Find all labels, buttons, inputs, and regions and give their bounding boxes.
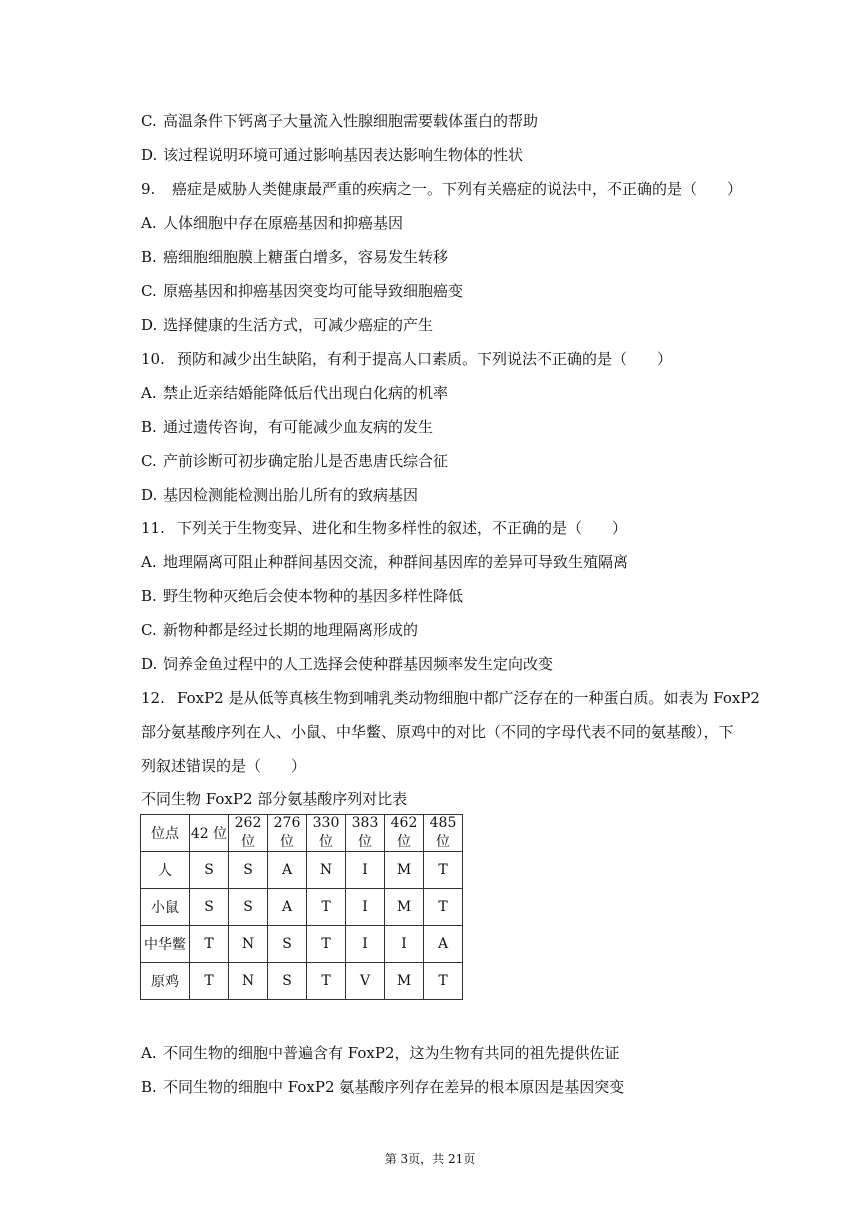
- table-cell: N: [229, 926, 268, 963]
- question-9-option-b: B. 癌细胞细胞膜上糖蛋白增多，容易发生转移: [141, 248, 449, 266]
- table-cell: T: [424, 963, 463, 1000]
- table-cell: 中华鳖: [141, 926, 190, 963]
- table-cell: T: [307, 963, 346, 1000]
- question-12-stem: 12. FoxP2 是从低等真核生物到哺乳类动物细胞中都广泛存在的一种蛋白质。如表为 FoxP2: [141, 689, 760, 707]
- table-cell: I: [346, 852, 385, 889]
- question-11-option-c: C. 新物种都是经过长期的地理隔离形成的: [141, 621, 419, 639]
- table-cell: N: [229, 963, 268, 1000]
- table-cell: T: [307, 889, 346, 926]
- option-line: C. 高温条件下钙离子大量流入性腺细胞需要载体蛋白的帮助: [141, 112, 539, 130]
- question-9-option-d: D. 选择健康的生活方式，可减少癌症的产生: [141, 316, 434, 334]
- table-header-row: [141, 815, 463, 852]
- table-header-cell: 485 位: [424, 815, 463, 852]
- question-12-stem-line: 列叙述错误的是（ ）: [141, 757, 307, 775]
- question-12-option-a: A. 不同生物的细胞中普遍含有 FoxP2，这为生物有共同的祖先提供佐证: [141, 1044, 620, 1062]
- table-cell: N: [307, 852, 346, 889]
- table-header-cell: 262 位: [229, 815, 268, 852]
- question-10-option-a: A. 禁止近亲结婚能降低后代出现白化病的机率: [141, 384, 449, 402]
- table-cell: M: [385, 963, 424, 1000]
- question-10-option-b: B. 通过遗传咨询，有可能减少血友病的发生: [141, 418, 434, 436]
- table-cell: S: [190, 852, 229, 889]
- question-11-option-b: B. 野生物种灭绝后会使本物种的基因多样性降低: [141, 587, 464, 605]
- table-row: [141, 852, 463, 889]
- table-cell: V: [346, 963, 385, 1000]
- table-cell: S: [229, 889, 268, 926]
- question-10-option-c: C. 产前诊断可初步确定胎儿是否患唐氏综合征: [141, 452, 449, 470]
- page-number-footer: 第 3页，共 21页: [384, 1152, 476, 1166]
- question-9-option-a: A. 人体细胞中存在原癌基因和抑癌基因: [141, 214, 404, 232]
- table-cell: T: [307, 926, 346, 963]
- question-12-option-b: B. 不同生物的细胞中 FoxP2 氨基酸序列存在差异的根本原因是基因突变: [141, 1078, 625, 1096]
- question-10-option-d: D. 基因检测能检测出胎儿所有的致病基因: [141, 486, 419, 504]
- table-cell: T: [424, 852, 463, 889]
- table-cell: A: [268, 889, 307, 926]
- table-caption: 不同生物 FoxP2 部分氨基酸序列对比表: [141, 790, 408, 808]
- option-line: D. 该过程说明环境可通过影响基因表达影响生物体的性状: [141, 146, 524, 164]
- table-cell: T: [190, 926, 229, 963]
- table-cell: I: [346, 926, 385, 963]
- table-cell: S: [268, 926, 307, 963]
- table-header-cell: 330 位: [307, 815, 346, 852]
- table-cell: A: [424, 926, 463, 963]
- table-cell: A: [268, 852, 307, 889]
- question-9-stem: 9. 癌症是威胁人类健康最严重的疾病之一。下列有关癌症的说法中，不正确的是（ ）: [141, 180, 743, 198]
- table-cell: S: [268, 963, 307, 1000]
- question-11-option-a: A. 地理隔离可阻止种群间基因交流，种群间基因库的差异可导致生殖隔离: [141, 553, 629, 571]
- question-9-option-c: C. 原癌基因和抑癌基因突变均可能导致细胞癌变: [141, 282, 464, 300]
- table-cell: I: [346, 889, 385, 926]
- table-header-cell: 276 位: [268, 815, 307, 852]
- foxp2-comparison-table: [140, 814, 463, 1000]
- table-row: [141, 963, 463, 1000]
- table-cell: I: [385, 926, 424, 963]
- table-cell: T: [424, 889, 463, 926]
- question-12-stem-line: 部分氨基酸序列在人、小鼠、中华鳖、原鸡中的对比（不同的字母代表不同的氨基酸），下: [141, 723, 734, 741]
- question-11-stem: 11. 下列关于生物变异、进化和生物多样性的叙述，不正确的是（ ）: [141, 519, 628, 537]
- table-cell: M: [385, 852, 424, 889]
- table-cell: 小鼠: [141, 889, 190, 926]
- table-cell: 原鸡: [141, 963, 190, 1000]
- question-10-stem: 10. 预防和减少出生缺陷，有利于提高人口素质。下列说法不正确的是（ ）: [141, 350, 673, 368]
- table-header-cell: 位点: [141, 815, 190, 852]
- question-11-option-d: D. 饲养金鱼过程中的人工选择会使种群基因频率发生定向改变: [141, 655, 554, 673]
- table-row: [141, 926, 463, 963]
- table-header-cell: 42 位: [190, 815, 229, 852]
- table-row: [141, 889, 463, 926]
- table-header-cell: 383 位: [346, 815, 385, 852]
- table-header-cell: 462 位: [385, 815, 424, 852]
- table-cell: S: [190, 889, 229, 926]
- table-cell: T: [190, 963, 229, 1000]
- table-cell: S: [229, 852, 268, 889]
- table-cell: 人: [141, 852, 190, 889]
- table-cell: M: [385, 889, 424, 926]
